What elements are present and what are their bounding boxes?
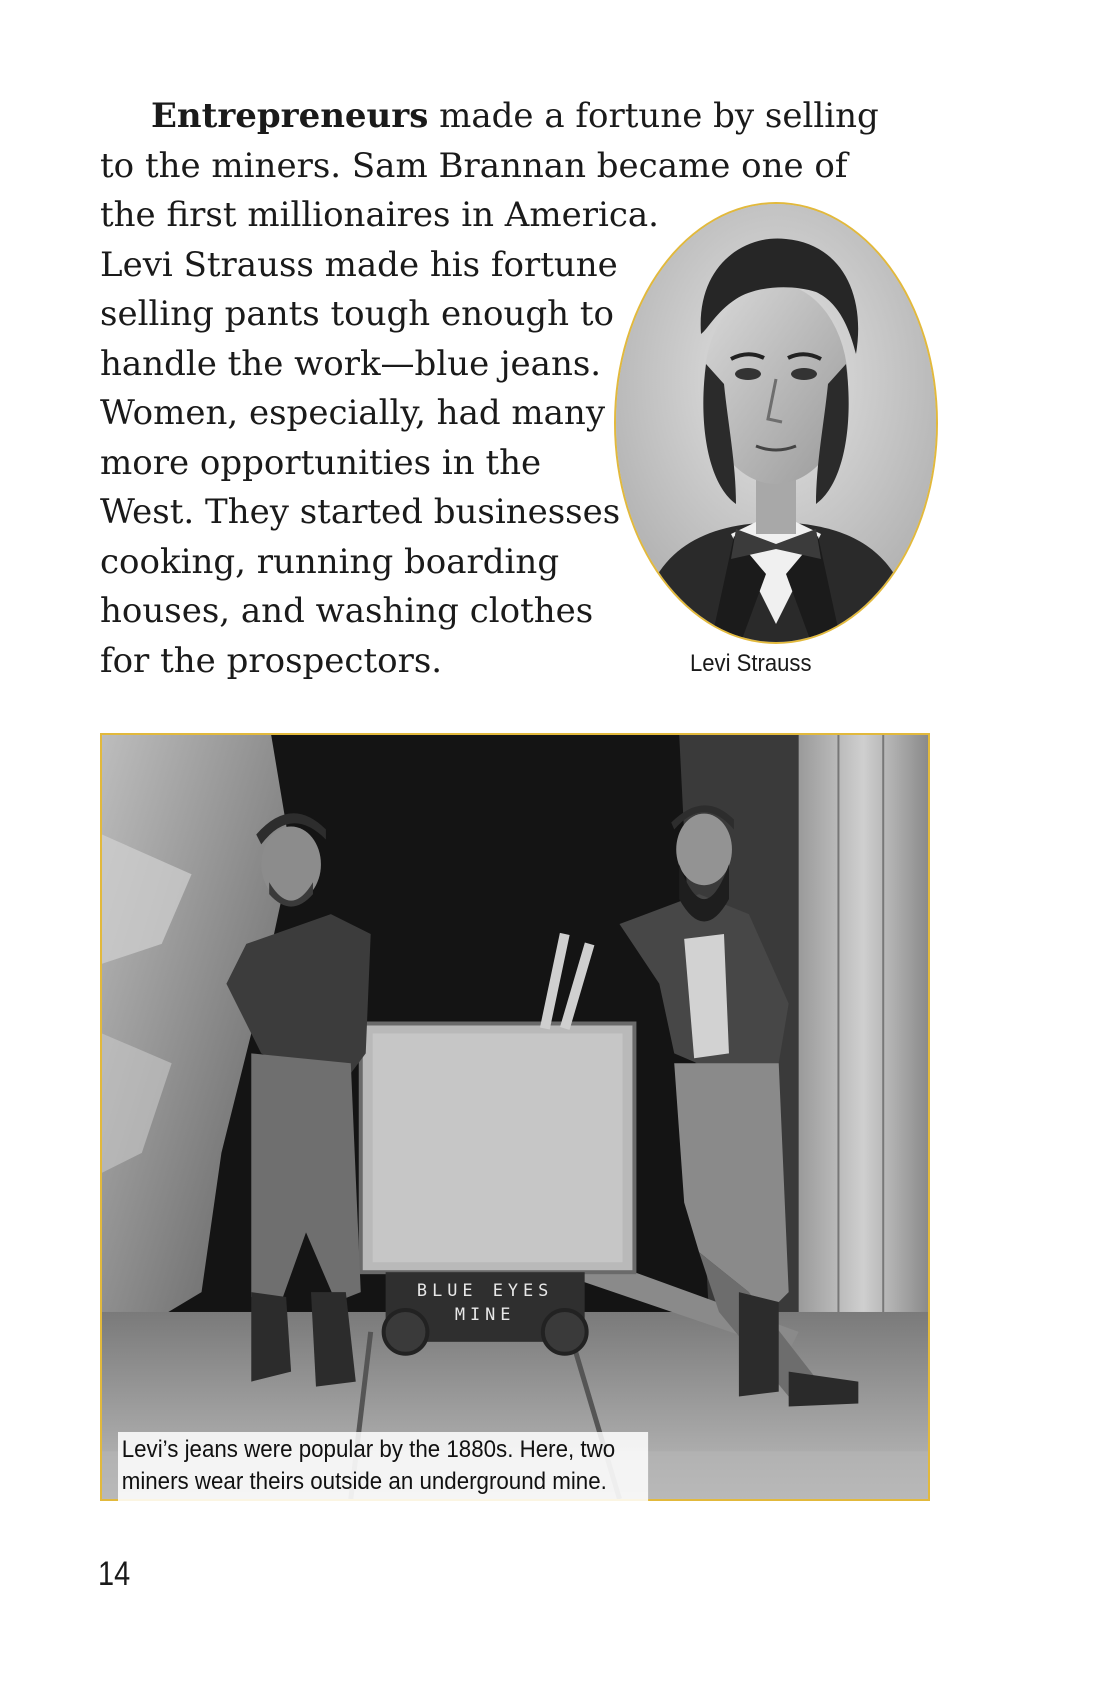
cart-lettering-line-1: BLUE EYES [416,1280,554,1301]
paragraph-line-2: to the miners. Sam Brannan became one of [100,145,848,186]
paragraph-line-3: the first millionaires in America. [100,195,659,235]
photo-caption-line-2: miners wear theirs outside an underground mine. [121,1468,607,1495]
paragraph-line-11: houses, and washing clothes [100,591,594,631]
miners-photo-illustration [102,735,928,1499]
paragraph-line-7: Women, especially, had many [100,393,606,433]
paragraph-line-10: cooking, running boarding [100,541,560,582]
photo-caption-line-1: Levi’s jeans were popular by the 1880s. Here, two [121,1436,616,1463]
paragraph-line-5: selling pants tough enough to [100,294,615,334]
paragraph-line-1-rest: made a fortune by selling [428,96,879,136]
cart-lettering-line-2: MINE [454,1303,516,1324]
miners-photo [100,733,930,1501]
levi-strauss-portrait [614,202,938,644]
portrait-figure [614,202,938,644]
paragraph-line-6: handle the work—blue jeans. [100,343,602,384]
photo-caption [118,1432,648,1502]
paragraph-line-1 [100,92,879,142]
paragraph-line-8: more opportunities in the [100,442,542,483]
portrait-illustration [616,204,936,642]
page-number: 14 [98,1555,131,1593]
paragraph-line-9: West. They started businesses [100,492,621,532]
paragraph-line-12: for the prospectors. [100,640,443,681]
paragraph-line-4: Levi Strauss made his fortune [100,244,618,285]
portrait-caption: Levi Strauss [690,650,812,677]
term-entrepreneurs: Entrepreneurs [151,96,429,136]
